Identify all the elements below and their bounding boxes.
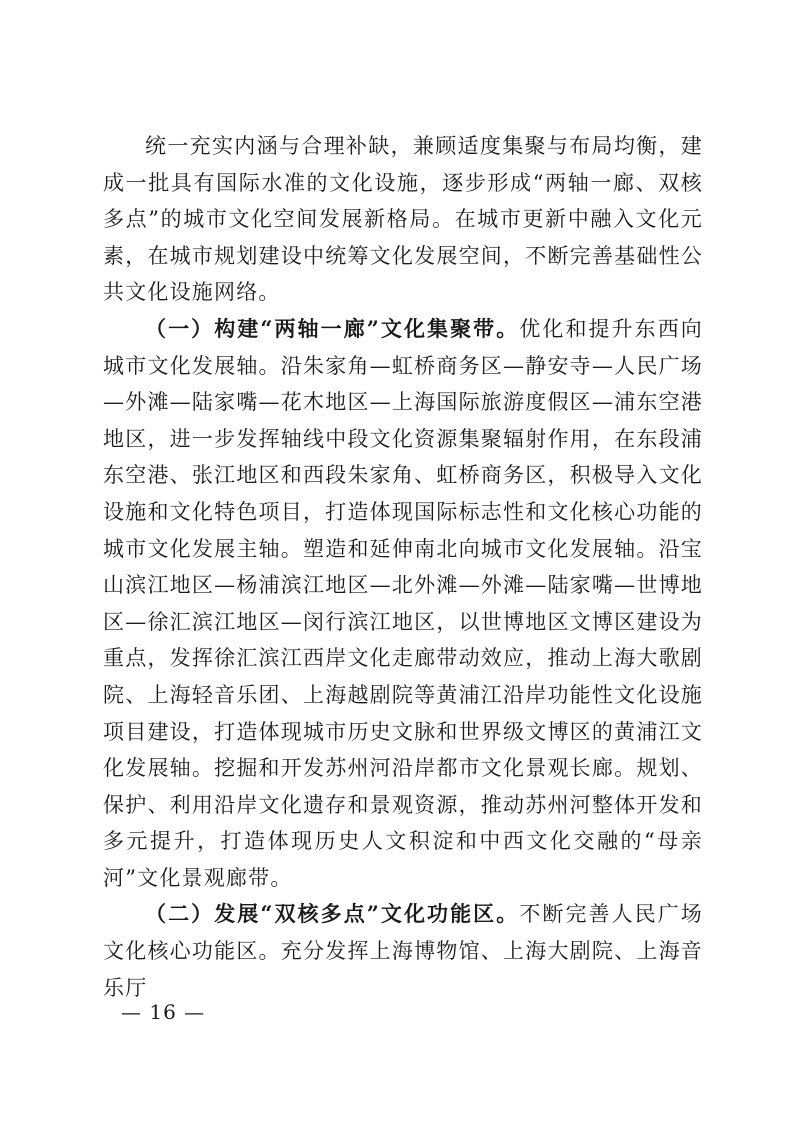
- paragraph-text: 统一充实内涵与合理补缺，兼顾适度集聚与布局均衡，建成一批具有国际水准的文化设施，逐步形成“两轴一廊、双核多点”的城市文化空间发展新格局。在城市更新中融入文化元素，在城市规划建设中统筹文化发展空间，不断完善基础性公共文化设施网络。: [103, 134, 703, 305]
- page-number: — 16 —: [121, 1000, 206, 1024]
- document-body: [103, 128, 703, 1006]
- paragraph-intro: [103, 128, 703, 311]
- section-heading: （二）发展“双核多点”文化功能区。: [145, 901, 520, 927]
- paragraph-text: 不断完善人民广场文化核心功能区。充分发挥上海博物馆、上海大剧院、上海音乐厅: [103, 902, 703, 1000]
- section-heading: （一）构建“两轴一廊”文化集聚带。: [145, 315, 520, 341]
- paragraph-text: 优化和提升东西向城市文化发展轴。沿朱家角—虹桥商务区—静安寺—人民广场—外滩—陆家嘴—花木地区—上海国际旅游度假区—浦东空港地区，进一步发挥轴线中段文化资源集聚辐射作用，在东段浦东空港、张江地区和西段朱家角、虹桥商务区，积极导入文化设施和文化特色项目，打造体现国际标志性和文化核心功能的城市文化发展主轴。塑造和延伸南北向城市文化发展轴。沿宝山滨江地区—杨浦滨江地区—北外滩—外滩—陆家嘴—世博地区—徐汇滨江地区—闵行滨江地区，以世博地区文博区建设为重点，发挥徐汇滨江西岸文化走廊带动效应，推动上海大歌剧院、上海轻音乐团、上海越剧院等黄浦江沿岸功能性文化设施项目建设，打造体现城市历史文脉和世界级文博区的黄浦江文化发展轴。挖掘和开发苏州河沿岸都市文化景观长廊。规划、保护、利用沿岸文化遗存和景观资源，推动苏州河整体开发和多元提升，打造体现历史人文积淀和中西文化交融的“母亲河”文化景观廊带。: [103, 316, 703, 890]
- paragraph-section-two: [103, 896, 703, 1006]
- paragraph-section-one: [103, 311, 703, 897]
